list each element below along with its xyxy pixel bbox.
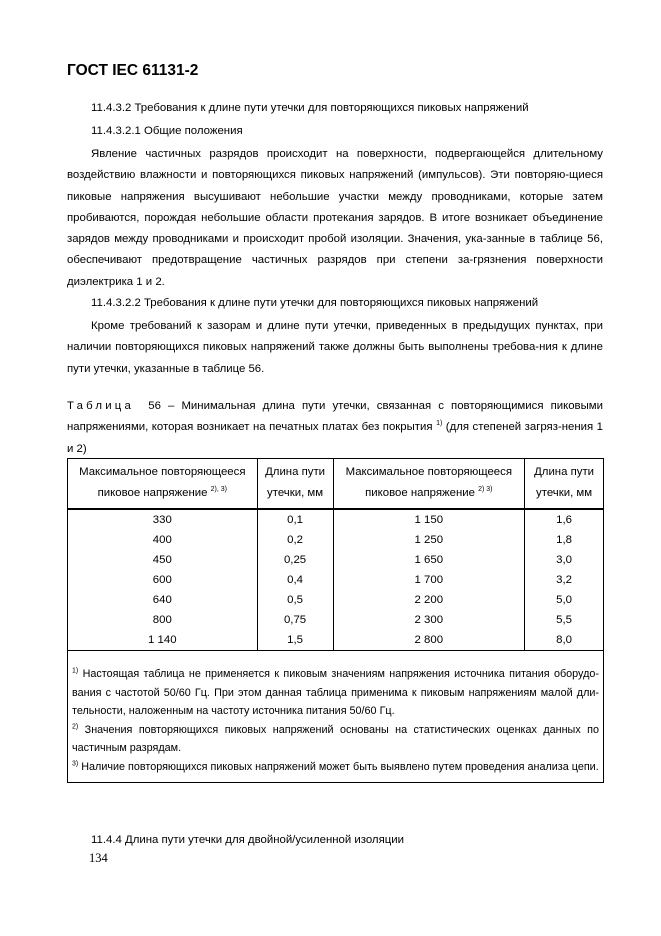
cell-creepage: 0,75 (257, 610, 333, 630)
cell-voltage: 1 650 (333, 550, 525, 570)
paragraph-general-provisions: Явление частичных разрядов происходит на поверхности, подвергающейся длительному воздействию влажности и повторяющихся пиковых напряжений (импульсов). Эти повторяю-щиеся пиковые напряжения высушивают небольшие участки между проводниками, которые затем пробиваются, порождая небольшие области протекания зарядов. В итоге возникает объединение зарядов между проводниками и происходит пробой изоляции. Значения, ука-занные в таблице 56, обеспечивают предотвращение частичных разрядов при степени за-грязнения поверхности диэлектрика 1 и 2. (67, 148, 603, 288)
table-caption-number: 56 (148, 400, 161, 412)
subsection-title-11-4-3-2-1: 11.4.3.2.1 Общие положения (91, 125, 243, 137)
table-caption-footnote-ref: 1) (436, 420, 443, 428)
paragraph-requirements: Кроме требований к зазорам и длине пути утечки, приведенных в предыдущих пунктах, при наличии повторяющихся пиковых напряжений также должны быть выполнены требова-ния к длине пути утечки, указанные в таблице 56. (67, 320, 603, 375)
table-caption-text-tail: (для степеней загряз-нения 1 и 2) (67, 421, 604, 455)
cell-voltage: 400 (68, 530, 258, 550)
section-title-11-4-3-2: 11.4.3.2 Требования к длине пути утечки для повторяющихся пиковых напряжений (91, 102, 529, 114)
page-number: 134 (89, 851, 108, 865)
table-row (68, 530, 604, 550)
cell-creepage: 0,2 (257, 530, 333, 550)
table-row (68, 509, 604, 530)
cell-creepage: 1,6 (525, 509, 604, 530)
cell-voltage: 1 250 (333, 530, 525, 550)
table-header-row (68, 459, 604, 510)
document-header: ГОСТ IEC 61131-2 (67, 62, 199, 79)
cell-voltage: 1 150 (333, 509, 525, 530)
cell-voltage: 2 300 (333, 610, 525, 630)
table-row (68, 570, 604, 590)
footnote-2: $^{2)}$ Значения повторяющихся пиковых напряжений основаны на статистических оценках данных по частичным разрядам. (72, 722, 599, 754)
cell-voltage: 450 (68, 550, 258, 570)
table-footnotes (68, 651, 604, 783)
cell-creepage: 1,5 (257, 630, 333, 651)
cell-creepage: 3,2 (525, 570, 604, 590)
cell-voltage: 800 (68, 610, 258, 630)
cell-voltage: 1 700 (333, 570, 525, 590)
table-caption-label: Таблица (67, 400, 135, 412)
cell-creepage: 0,25 (257, 550, 333, 570)
footnote-3: $^{3)}$ Наличие повторяющихся пиковых напряжений может быть выявлено путем проведения анализа цепи. (72, 759, 599, 773)
cell-voltage: 600 (68, 570, 258, 590)
cell-creepage: 0,5 (257, 590, 333, 610)
cell-voltage: 640 (68, 590, 258, 610)
cell-voltage: 2 800 (333, 630, 525, 651)
table-row (68, 590, 604, 610)
header-max-peak-voltage-1: Максимальное повторяющееся пиковое напряжение $^{2), 3)}$ (68, 459, 258, 510)
table-caption-text: – Минимальная длина пути утечки, связанная с повторяющимися пиковыми напряжениями, которая возникает на печатных платах без покрытия (67, 400, 603, 434)
creepage-table (67, 458, 604, 783)
header-creepage-1: Длина пути утечки, мм (257, 459, 333, 510)
table-row (68, 610, 604, 630)
cell-creepage: 0,1 (257, 509, 333, 530)
table-row (68, 550, 604, 570)
section-title-11-4-4: 11.4.4 Длина пути утечки для двойной/усиленной изоляции (91, 834, 404, 846)
header-creepage-2: Длина пути утечки, мм (525, 459, 604, 510)
cell-creepage: 8,0 (525, 630, 604, 651)
cell-voltage: 330 (68, 509, 258, 530)
cell-creepage: 5,0 (525, 590, 604, 610)
cell-creepage: 5,5 (525, 610, 604, 630)
cell-creepage: 0,4 (257, 570, 333, 590)
header-max-peak-voltage-2: Максимальное повторяющееся пиковое напряжение $^{2) 3)}$ (333, 459, 525, 510)
table-footnotes-row (68, 651, 604, 783)
footnote-1: $^{1)}$ Настоящая таблица не применяется к пиковым значениям напряжения источника питания оборудо-вания с частотой 50/60 Гц. При этом данная таблица применима к пиковым напряжениям малой дли-тельности, наложенным на частоту источника питания 50/60 Гц. (72, 667, 599, 717)
subsection-title-11-4-3-2-2: 11.4.3.2.2 Требования к длине пути утечки для повторяющихся пиковых напряжений (91, 297, 539, 309)
table-caption (67, 396, 603, 460)
table-row (68, 630, 604, 651)
cell-creepage: 1,8 (525, 530, 604, 550)
cell-creepage: 3,0 (525, 550, 604, 570)
cell-voltage: 2 200 (333, 590, 525, 610)
cell-voltage: 1 140 (68, 630, 258, 651)
